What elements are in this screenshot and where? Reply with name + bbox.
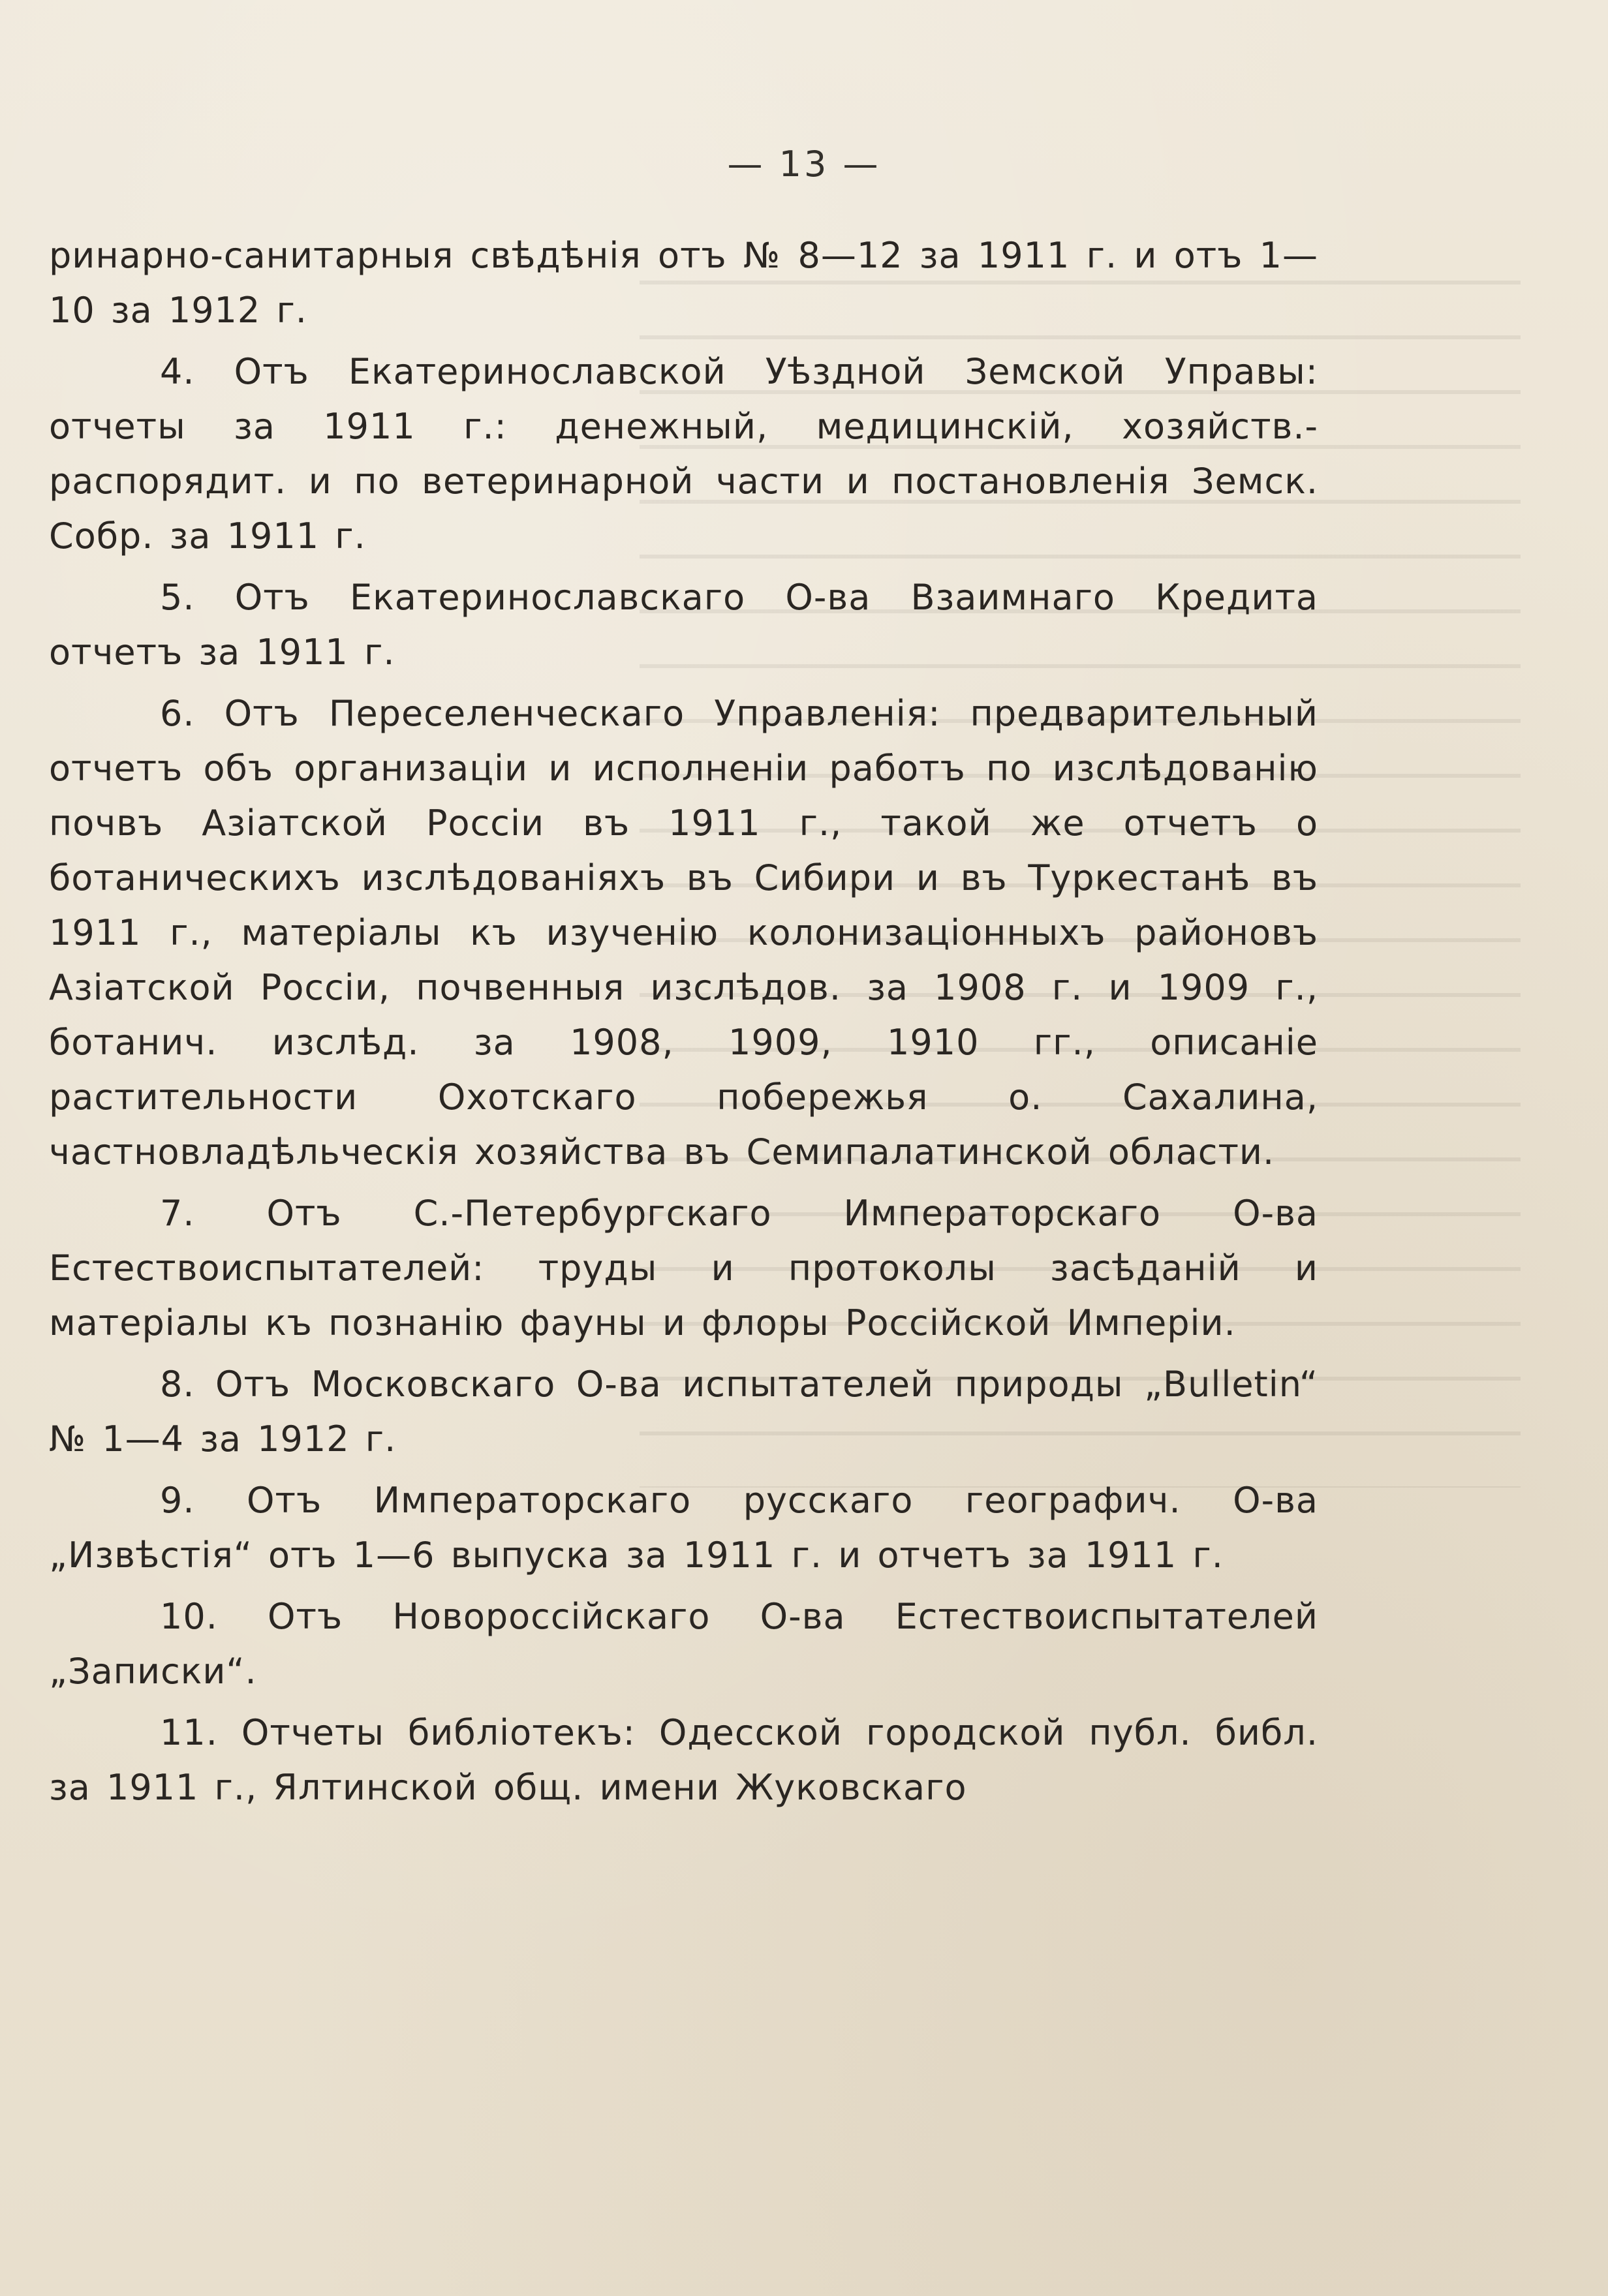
paragraph-item-11: 11. Отчеты библіотекъ: Одесской городской публ. библ. за 1911 г., Ялтинской общ. имени Жуковскаго xyxy=(49,1712,1318,1808)
paragraph-item-7: 7. Отъ С.-Петербургскаго Императорскаго О-ва Естествоиспытателей: труды и протоколы засѣданій и матеріалы къ познанію фауны и флоры Россійской Имперіи. xyxy=(49,1193,1318,1343)
page-body xyxy=(49,228,1318,1815)
paragraph-item-6: 6. Отъ Переселенческаго Управленія: предварительный отчетъ объ организаціи и исполненіи работъ по изслѣдованію почвъ Азіатской Россіи въ 1911 г., такой же отчетъ о ботаническихъ изслѣдованіяхъ въ Сибири и въ Туркестанѣ въ 1911 г., матеріалы къ изученію колонизаціонныхъ районовъ Азіатской Россіи, почвенныя изслѣдов. за 1908 г. и 1909 г., ботанич. изслѣд. за 1908, 1909, 1910 гг., описаніе растительности Охотскаго побережья о. Сахалина, частновладѣльческія хозяйства въ Семипалатинской области. xyxy=(49,693,1318,1172)
page-number: — 13 — xyxy=(727,144,881,185)
paragraph-item-4: 4. Отъ Екатеринославской Уѣздной Земской Управы: отчеты за 1911 г.: денежный, медицинскій, хозяйств.-распорядит. и по ветеринарной части и постановленія Земск. Собр. за 1911 г. xyxy=(49,351,1318,557)
paragraph-item-10: 10. Отъ Новороссійскаго О-ва Естествоиспытателей „Записки“. xyxy=(49,1596,1318,1692)
paragraph-continuation: ринарно-санитарныя свѣдѣнія отъ № 8—12 за 1911 г. и отъ 1—10 за 1912 г. xyxy=(49,235,1318,331)
paragraph-item-8: 8. Отъ Московскаго О-ва испытателей природы „Bulletin“ № 1—4 за 1912 г. xyxy=(49,1364,1318,1460)
paragraph-item-5: 5. Отъ Екатеринославскаго О-ва Взаимнаго Кредита отчетъ за 1911 г. xyxy=(49,577,1318,673)
paragraph-item-9: 9. Отъ Императорскаго русскаго географич. О-ва „Извѣстія“ отъ 1—6 выпуска за 1911 г. и отчетъ за 1911 г. xyxy=(49,1480,1318,1576)
